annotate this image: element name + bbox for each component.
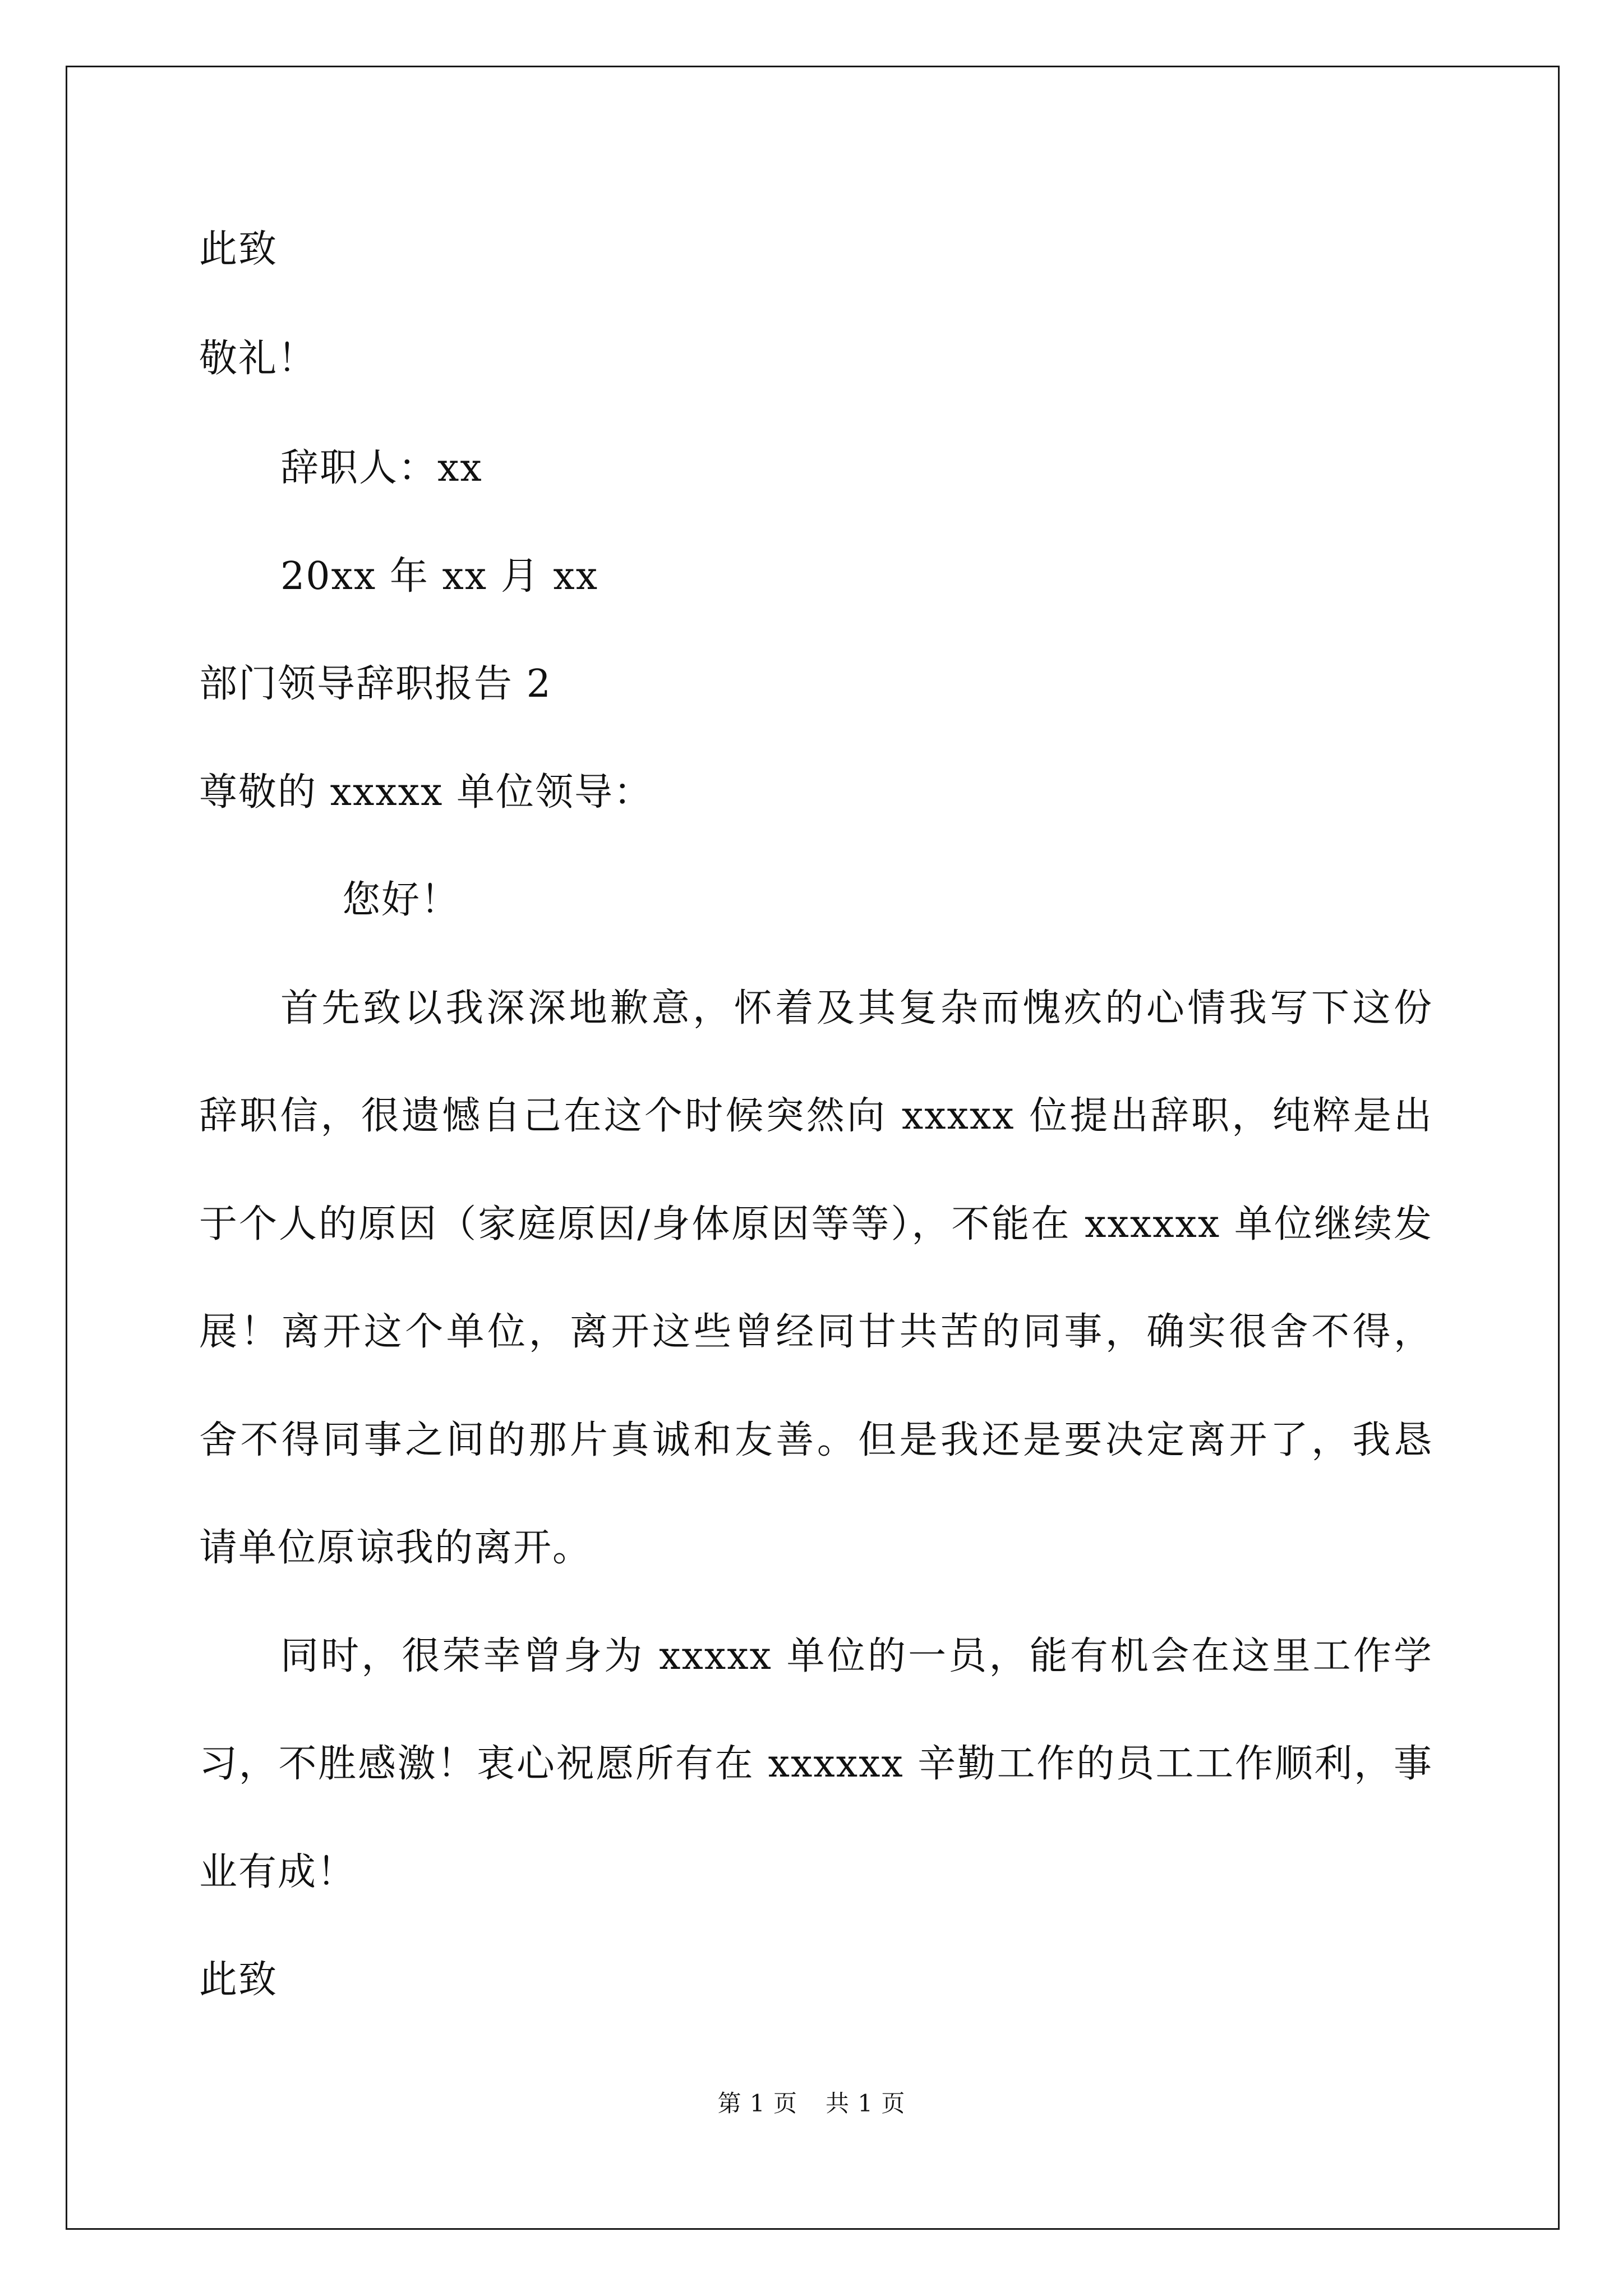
paragraph-1-line: 舍不得同事之间的那片真诚和友善。但是我还是要决定离开了，我恳 <box>199 1418 1433 1462</box>
salutation-line: 尊敬的 xxxxx 单位领导： <box>199 770 653 815</box>
regards-line: 敬礼！ <box>199 337 317 381</box>
greeting-line: 您好！ <box>342 878 460 922</box>
paragraph-2-line: 同时，很荣幸曾身为 xxxxx 单位的一员，能有机会在这里工作学 <box>280 1634 1433 1678</box>
paragraph-1-line: 首先致以我深深地歉意，怀着及其复杂而愧疚的心情我写下这份 <box>280 986 1433 1030</box>
paragraph-1-line: 展！离开这个单位，离开这些曾经同甘共苦的同事，确实很舍不得， <box>199 1310 1433 1354</box>
paragraph-1-line: 于个人的原因（家庭原因/身体原因等等），不能在 xxxxxx 单位继续发 <box>199 1202 1433 1246</box>
paragraph-2-line: 业有成！ <box>199 1850 357 1894</box>
closing-line: 此致 <box>199 1958 278 2002</box>
section-title: 部门领导辞职报告 2 <box>199 662 552 706</box>
closing-line: 此致 <box>199 227 278 272</box>
paragraph-1-line: 辞职信，很遗憾自己在这个时候突然向 xxxxx 位提出辞职，纯粹是出 <box>199 1094 1433 1138</box>
page-footer <box>0 2090 1623 2118</box>
signer-line: 辞职人：xx <box>280 446 483 490</box>
paragraph-1-line: 请单位原谅我的离开。 <box>199 1526 592 1570</box>
page-border <box>66 66 1560 2230</box>
page-number-total: 共 1 页 <box>826 2090 906 2117</box>
paragraph-2-line: 习，不胜感激！衷心祝愿所有在 xxxxxx 辛勤工作的员工工作顺利，事 <box>199 1742 1433 1786</box>
date-line: 20xx 年 xx 月 xx <box>280 554 599 599</box>
page-number-current: 第 1 页 <box>717 2090 797 2117</box>
